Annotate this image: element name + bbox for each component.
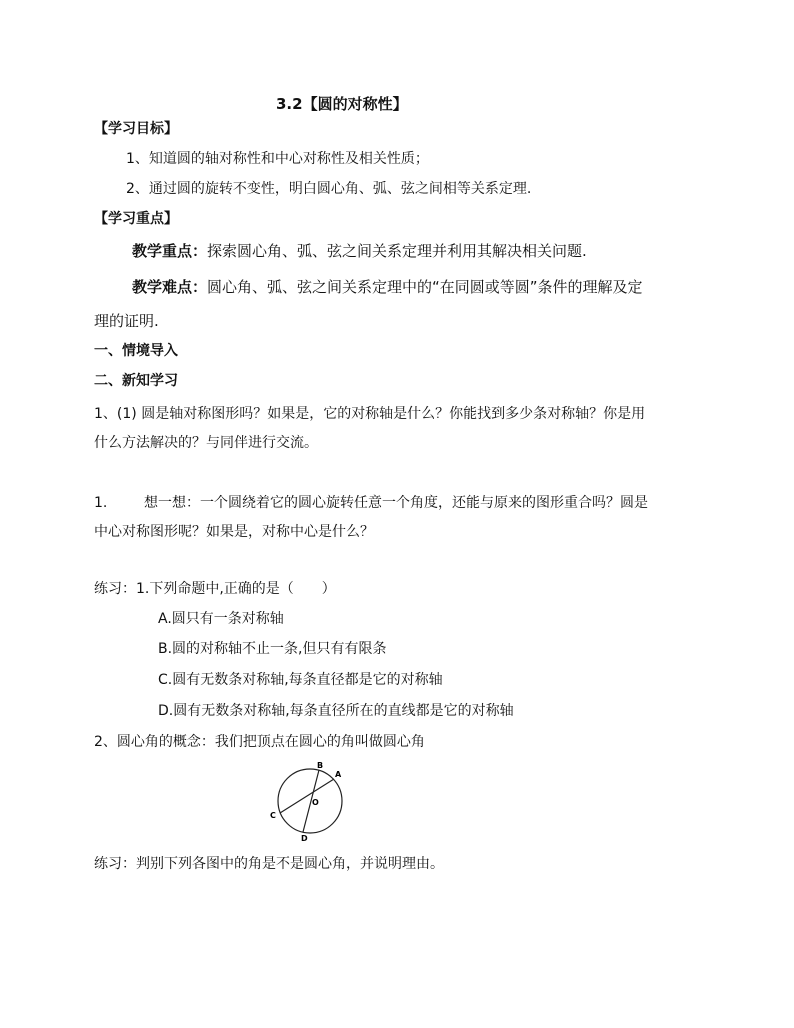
- teaching-difficulty-text: 圆心角、弧、弦之间关系定理中的“在同圆或等圆”条件的理解及定: [207, 278, 643, 296]
- figure-label-c: C: [270, 811, 276, 820]
- figure-label-o: O: [312, 798, 319, 807]
- question-2-line-2: 中心对称图形呢？如果是，对称中心是什么？: [94, 524, 374, 540]
- question-1-line-1: 1、(1) 圆是轴对称图形吗？如果是，它的对称轴是什么？你能找到多少条对称轴？你是用: [94, 406, 646, 422]
- exercise-2-prompt: 练习：判别下列各图中的角是不是圆心角，并说明理由。: [94, 856, 444, 872]
- teaching-difficulty: [132, 278, 643, 296]
- figure-label-a: A: [335, 770, 342, 779]
- section-heading-new: 二、新知学习: [94, 373, 178, 389]
- figure-label-d: D: [301, 834, 308, 843]
- question-2-number: 1.: [94, 495, 108, 511]
- teaching-focus-label: 教学重点：: [132, 242, 208, 260]
- exercise-1-option-a: A.圆只有一条对称轴: [158, 611, 284, 627]
- teaching-difficulty-continued: 理的证明.: [94, 312, 159, 330]
- question-2-line-1: 想一想：一个圆绕着它的圆心旋转任意一个角度，还能与原来的图形重合吗？圆是: [144, 495, 648, 511]
- page-title: 3.2【圆的对称性】: [276, 95, 408, 113]
- objective-item-2: 2、通过圆的旋转不变性，明白圆心角、弧、弦之间相等关系定理.: [126, 181, 532, 197]
- exercise-1-option-d: D.圆有无数条对称轴,每条直径所在的直线都是它的对称轴: [158, 703, 514, 719]
- question-1-line-2: 什么方法解决的？与同伴进行交流。: [94, 435, 318, 451]
- figure-circle: [278, 769, 342, 833]
- key-points-heading: 【学习重点】: [94, 211, 178, 227]
- figure-diameter-ca: [280, 779, 334, 813]
- exercise-1-prompt: 练习：1.下列命题中,正确的是（ ）: [94, 581, 336, 597]
- figure-label-b: B: [317, 761, 324, 770]
- teaching-difficulty-label: 教学难点：: [132, 278, 208, 296]
- central-angle-concept: 2、圆心角的概念：我们把顶点在圆心的角叫做圆心角: [94, 734, 425, 750]
- central-angle-figure: [264, 758, 364, 844]
- objective-item-1: 1、知道圆的轴对称性和中心对称性及相关性质；: [126, 151, 429, 167]
- exercise-1-option-c: C.圆有无数条对称轴,每条直径都是它的对称轴: [158, 672, 443, 688]
- teaching-focus-text: 探索圆心角、弧、弦之间关系定理并利用其解决相关问题.: [207, 242, 587, 260]
- section-heading-intro: 一、情境导入: [94, 343, 178, 359]
- exercise-1-option-b: B.圆的对称轴不止一条,但只有有限条: [158, 641, 387, 657]
- teaching-focus: [132, 242, 587, 260]
- objectives-heading: 【学习目标】: [94, 121, 178, 137]
